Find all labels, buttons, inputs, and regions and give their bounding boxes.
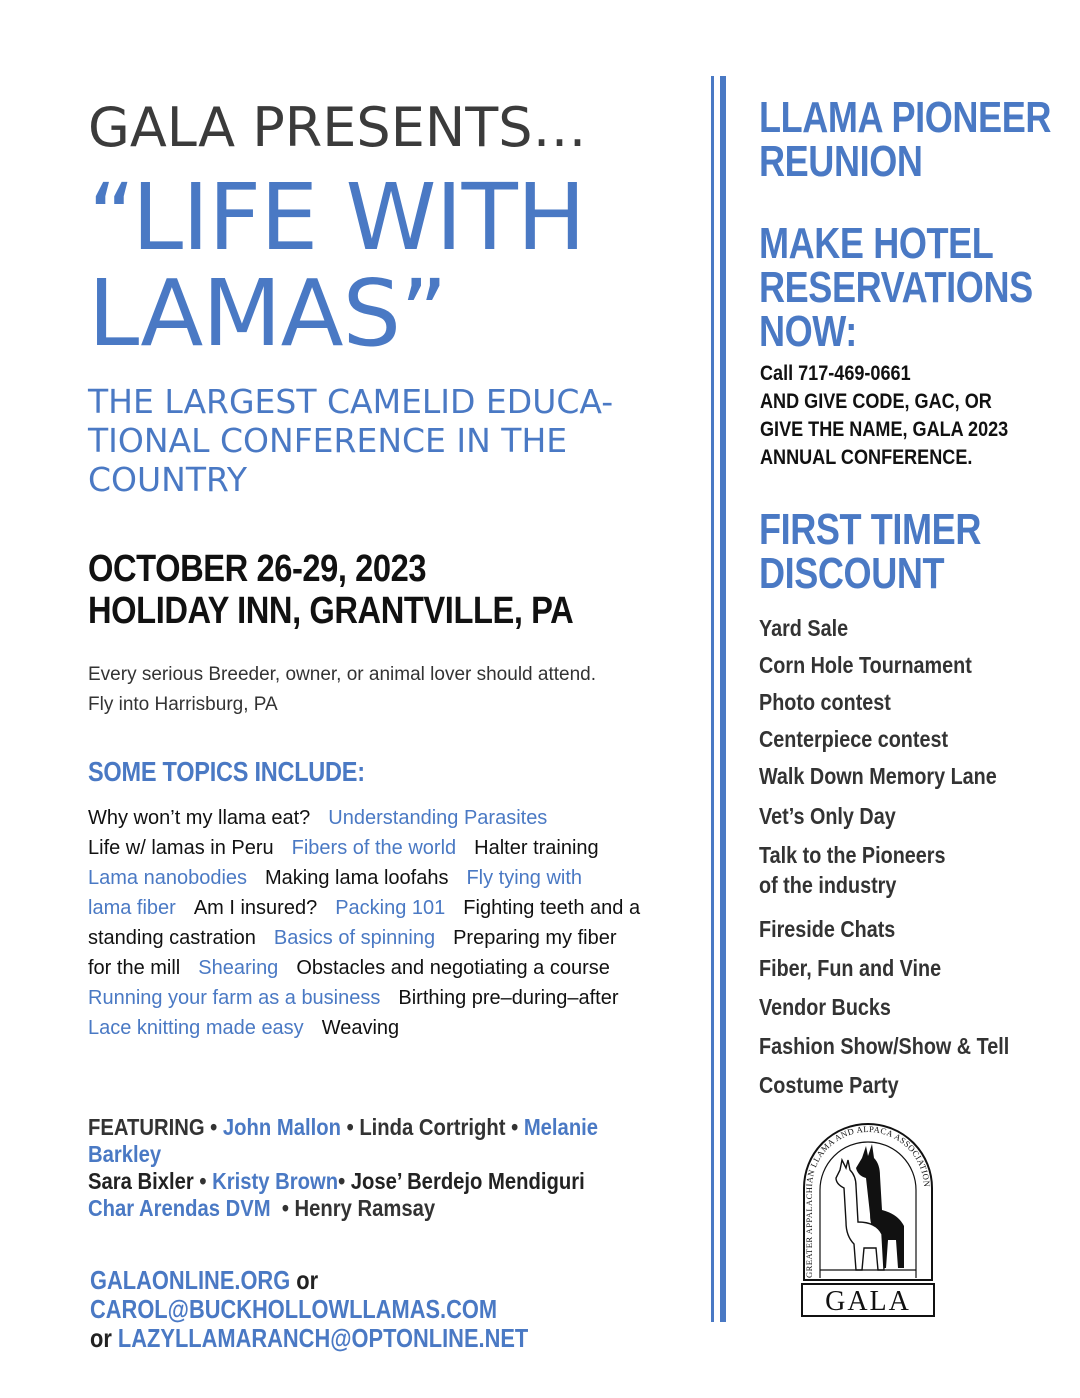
topics-row <box>88 803 688 833</box>
hotel-line-1: MAKE HOTEL <box>759 219 994 268</box>
separator: • <box>199 1168 207 1194</box>
speaker-name: Kristy Brown <box>212 1168 339 1194</box>
topics-row <box>88 1013 688 1043</box>
logo-ring-text: GREATER APPALACHIAN LLAMA AND ALPACA ASSOCIATION <box>804 1123 933 1278</box>
activity-item: Photo contest <box>759 689 891 715</box>
topics-heading: SOME TOPICS INCLUDE: <box>88 756 365 787</box>
separator: • <box>281 1195 289 1221</box>
email-link[interactable]: CAROL@BUCKHOLLOWLLAMAS.COM <box>90 1294 498 1324</box>
discount-line-2: DISCOUNT <box>759 549 945 598</box>
reservation-instructions <box>760 360 1008 472</box>
speaker-name: Char Arendas DVM <box>88 1195 271 1221</box>
activity-item: Talk to the Pioneers <box>759 842 946 868</box>
topics-row <box>88 923 688 953</box>
featuring-row <box>88 1114 651 1168</box>
topic-item: Halter training <box>474 837 599 859</box>
gala-logo-graphic <box>800 1118 936 1318</box>
topics-list <box>88 803 688 1043</box>
activity-item: Yard Sale <box>759 615 849 641</box>
speaker-name: Linda Cortright <box>359 1114 506 1140</box>
topic-item: Shearing <box>198 957 279 979</box>
activity-item: Walk Down Memory Lane <box>759 763 997 789</box>
call-line: ANNUAL CONFERENCE. <box>760 446 973 469</box>
activity-item: Vendor Bucks <box>759 994 891 1020</box>
hotel-line-2: RESERVATIONS <box>759 263 1033 312</box>
speaker-name: Henry Ramsay <box>294 1195 436 1221</box>
reunion-line-2: REUNION <box>759 137 923 186</box>
activity-item: Corn Hole Tournament <box>759 652 972 678</box>
featuring-row <box>88 1168 651 1195</box>
call-line: GIVE THE NAME, GALA 2023 <box>760 418 1009 441</box>
activity-item: Vet’s Only Day <box>759 803 896 829</box>
featuring-speakers <box>88 1114 651 1222</box>
featuring-label: FEATURING <box>88 1114 205 1140</box>
topic-item: Understanding Parasites <box>328 807 548 829</box>
subtitle-line-1: THE LARGEST CAMELID EDUCA- <box>88 382 614 421</box>
call-line: AND GIVE CODE, GAC, OR <box>760 390 992 413</box>
topic-item: Fly tying with <box>466 867 583 889</box>
topic-item: Basics of spinning <box>273 927 436 949</box>
event-subtitle <box>88 382 688 499</box>
topic-item: standing castration <box>88 927 256 949</box>
topic-item: lama fiber <box>88 897 176 919</box>
event-intro <box>88 660 596 720</box>
event-title <box>88 164 688 367</box>
presents-heading: GALA PRESENTS… <box>88 96 587 159</box>
speaker-name: John Mallon <box>222 1114 341 1140</box>
intro-line-1: Every serious Breeder, owner, or animal lover should attend. <box>88 664 596 685</box>
topic-item: Packing 101 <box>335 897 446 919</box>
activity-item: of the industry <box>759 872 897 898</box>
speaker-name: Melanie Barkley <box>88 1114 599 1167</box>
subtitle-line-3: COUNTRY <box>88 460 247 499</box>
topics-row <box>88 983 688 1013</box>
column-divider <box>711 76 714 1322</box>
topic-item: Birthing pre–during–after <box>398 987 619 1009</box>
separator: • <box>511 1114 519 1140</box>
call-line: Call 717-469-0661 <box>760 362 911 385</box>
contact-row <box>90 1324 678 1353</box>
hotel-line-3: NOW: <box>759 307 857 356</box>
activity-item: Fireside Chats <box>759 916 896 942</box>
topic-item: Fibers of the world <box>291 837 457 859</box>
reunion-heading <box>759 93 1051 186</box>
intro-line-2: Fly into Harrisburg, PA <box>88 694 278 715</box>
svg-text:GREATER APPALACHIAN LLAMA AND <box>804 1124 932 1278</box>
activity-item: Costume Party <box>759 1072 899 1098</box>
gala-logo <box>800 1118 936 1318</box>
activity-item: Fiber, Fun and Vine <box>759 955 942 981</box>
speaker-name: Jose’ Berdejo Mendiguri <box>350 1168 585 1194</box>
topic-item: Am I insured? <box>193 897 318 919</box>
event-dates: OCTOBER 26-29, 2023 <box>88 548 427 590</box>
title-line-1: “LIFE WITH <box>88 164 585 271</box>
topic-item: for the mill <box>88 957 181 979</box>
reunion-line-1: LLAMA PIONEER <box>759 93 1051 142</box>
activity-item: Fashion Show/Show & Tell <box>759 1033 1010 1059</box>
contact-or: or <box>90 1323 112 1353</box>
title-line-2: LAMAS” <box>88 260 447 367</box>
activity-item: Centerpiece contest <box>759 726 949 752</box>
topic-item: Why won’t my llama eat? <box>88 807 311 829</box>
separator: • <box>210 1114 218 1140</box>
topics-row <box>88 953 688 983</box>
subtitle-line-2: TIONAL CONFERENCE IN THE <box>88 421 568 460</box>
topics-row <box>88 863 688 893</box>
logo-name: GALA <box>825 1286 911 1317</box>
topic-item: Life w/ lamas in Peru <box>88 837 274 859</box>
event-date-venue <box>88 548 573 632</box>
topic-item: Lace knitting made easy <box>88 1017 304 1039</box>
email-link[interactable]: LAZYLLAMARANCH@OPTONLINE.NET <box>117 1323 529 1353</box>
contact-row <box>90 1266 678 1324</box>
website-link[interactable]: GALAONLINE.ORG <box>90 1265 291 1295</box>
speaker-name: Sara Bixler <box>88 1168 194 1194</box>
topic-item: Preparing my fiber <box>453 927 617 949</box>
column-divider <box>720 76 726 1322</box>
contact-info <box>90 1266 678 1353</box>
hotel-heading <box>759 219 1033 356</box>
discount-heading <box>759 505 981 598</box>
featuring-row <box>88 1195 651 1222</box>
event-venue: HOLIDAY INN, GRANTVILLE, PA <box>88 590 574 632</box>
topic-item: Running your farm as a business <box>88 987 381 1009</box>
separator: • <box>338 1168 346 1194</box>
discount-line-1: FIRST TIMER <box>759 505 981 554</box>
topics-row <box>88 893 688 923</box>
topic-item: Obstacles and negotiating a course <box>296 957 610 979</box>
topic-item: Making lama loofahs <box>265 867 449 889</box>
topic-item: Fighting teeth and a <box>463 897 641 919</box>
separator: • <box>346 1114 354 1140</box>
contact-or: or <box>296 1265 319 1295</box>
topic-item: Weaving <box>321 1017 400 1039</box>
topics-row <box>88 833 688 863</box>
topic-item: Lama nanobodies <box>88 867 248 889</box>
